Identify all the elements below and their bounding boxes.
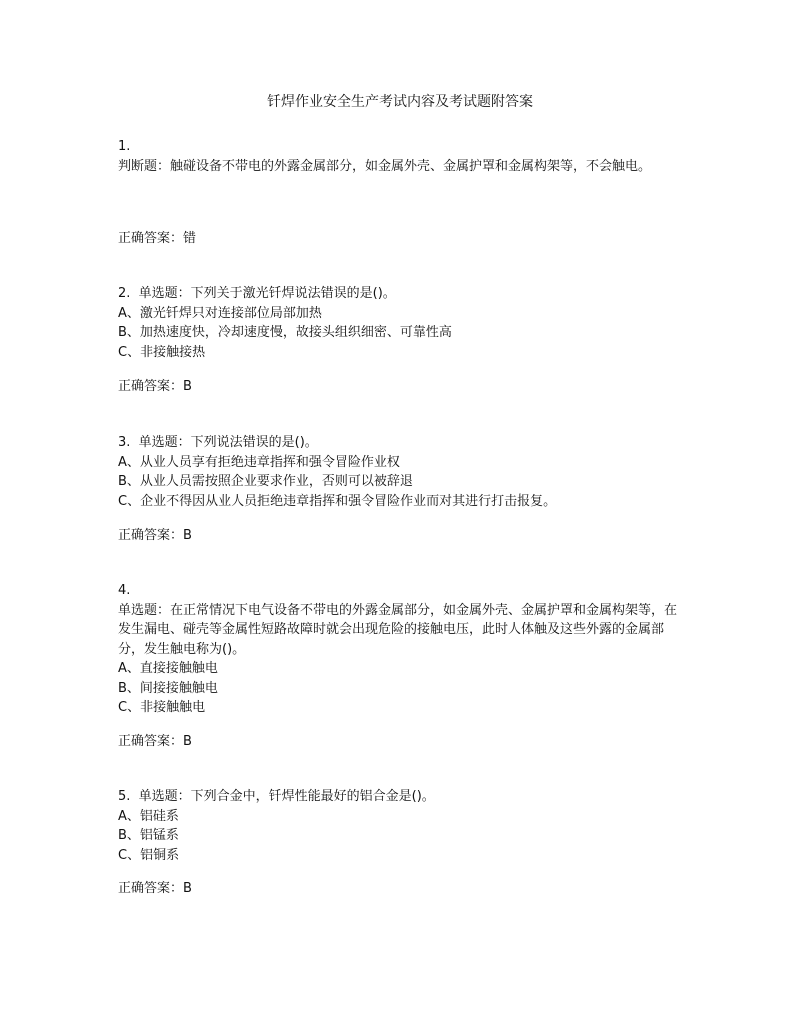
option-a: A、铝硅系 <box>118 808 179 824</box>
question-number: 4. <box>118 583 131 598</box>
question-stem: 单选题：在正常情况下电气设备不带电的外露金属部分，如金属外壳、金属护罩和金属构架等，在发生漏电、碰壳等金属性短路故障时就会出现危险的接触电压，此时人体触及这些外露的金属部分，发生触电称为()。 <box>118 602 678 657</box>
answer-3 <box>118 527 192 545</box>
answer-label: 正确答案： <box>118 379 184 394</box>
question-5 <box>118 787 688 865</box>
option-c: C、企业不得因从业人员拒绝违章指挥和强令冒险作业而对其进行打击报复。 <box>118 493 557 509</box>
answer-label: 正确答案： <box>118 734 184 749</box>
answer-label: 正确答案： <box>118 231 184 246</box>
option-c: C、非接触触电 <box>118 700 206 715</box>
question-4 <box>118 581 688 718</box>
option-b: B、间接接触触电 <box>118 680 218 696</box>
answer-1 <box>118 230 196 248</box>
option-c: C、铝铜系 <box>118 847 180 863</box>
answer-label: 正确答案： <box>118 528 184 543</box>
question-stem: 2. 单选题：下列关于激光钎焊说法错误的是()。 <box>118 286 396 301</box>
option-b: B、加热速度快，冷却速度慢，故接头组织细密、可靠性高 <box>118 325 452 340</box>
option-a: A、直接接触触电 <box>118 661 218 676</box>
answer-value: B <box>183 881 192 896</box>
answer-value: B <box>183 379 192 394</box>
question-stem: 3. 单选题：下列说法错误的是()。 <box>118 435 318 450</box>
option-a: A、激光钎焊只对连接部位局部加热 <box>118 305 322 321</box>
question-2 <box>118 284 688 362</box>
option-b: B、从业人员需按照企业要求作业，否则可以被辞退 <box>118 474 413 489</box>
question-stem: 判断题：触碰设备不带电的外露金属部分，如金属外壳、金属护罩和金属构架等，不会触电。 <box>118 158 652 174</box>
question-1 <box>118 137 688 176</box>
document-title: 钎焊作业安全生产考试内容及考试题附答案 <box>267 94 533 110</box>
answer-5 <box>118 880 192 898</box>
answer-label: 正确答案： <box>118 881 184 896</box>
question-stem: 5. 单选题：下列合金中，钎焊性能最好的铝合金是()。 <box>118 789 435 804</box>
answer-2 <box>118 378 192 396</box>
answer-value: B <box>183 734 192 749</box>
question-number: 1. <box>118 139 131 154</box>
answer-value: 错 <box>183 231 197 246</box>
option-b: B、铝锰系 <box>118 828 179 843</box>
question-3 <box>118 433 688 511</box>
option-a: A、从业人员享有拒绝违章指挥和强令冒险作业权 <box>118 454 400 470</box>
option-c: C、非接触接热 <box>118 344 206 360</box>
answer-value: B <box>183 528 192 543</box>
answer-4 <box>118 733 192 751</box>
